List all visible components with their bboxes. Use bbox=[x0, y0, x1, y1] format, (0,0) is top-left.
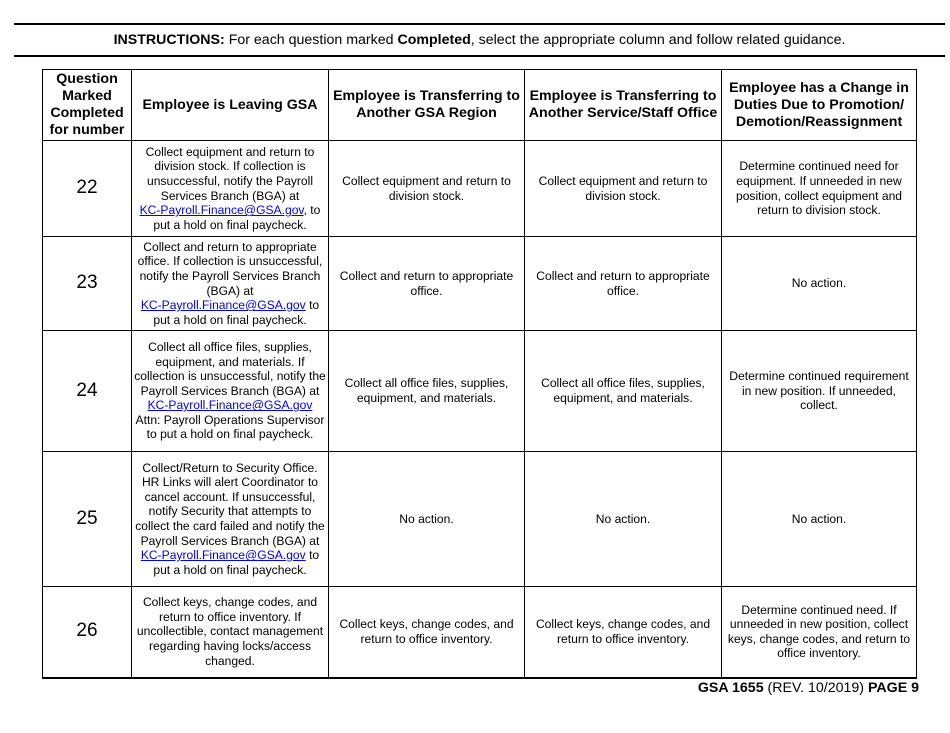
table-row bbox=[43, 331, 917, 452]
leaving-text: Collect/Return to Security Office. HR Links will alert Coordinator to cancel account. If unsuccessful, notify Security that attempts to collect the card failed and notify the Payroll Services Branch (BGA) at bbox=[135, 460, 325, 548]
payroll-email-link[interactable]: KC-Payroll.Finance@GSA.gov bbox=[140, 548, 306, 563]
leaving-text: Collect equipment and return to division stock. If collection is unsuccessful, notify the Payroll Services Branch (BGA) at bbox=[145, 144, 315, 203]
page-number: PAGE 9 bbox=[868, 680, 919, 696]
office-cell: Collect keys, change codes, and return to office inventory. bbox=[525, 587, 722, 678]
question-number: 24 bbox=[43, 331, 132, 452]
leaving-cell bbox=[132, 331, 329, 452]
region-cell: Collect keys, change codes, and return to office inventory. bbox=[329, 587, 525, 678]
leaving-text-post: Attn: Payroll Operations Supervisor to put a hold on final paycheck. bbox=[135, 412, 325, 442]
instructions-text-pre: For each question marked bbox=[228, 32, 394, 48]
payroll-email-link[interactable]: KC-Payroll.Finance@GSA.gov bbox=[139, 203, 304, 218]
form-number: GSA 1655 bbox=[697, 680, 764, 696]
instructions-label: INSTRUCTIONS: bbox=[113, 32, 225, 48]
leaving-text-post: , to put a hold on final paycheck. bbox=[153, 203, 321, 232]
leaving-text-post: to put a hold on final paycheck. bbox=[153, 548, 320, 577]
payroll-email-link[interactable]: KC-Payroll.Finance@GSA.gov bbox=[140, 298, 306, 313]
leaving-text: Collect all office files, supplies, equipment, and materials. If collection is unsuccessful, notify the Payroll Services Branch (BGA) at bbox=[134, 339, 326, 398]
leaving-text-post: to put a hold on final paycheck. bbox=[153, 298, 320, 327]
question-number: 23 bbox=[43, 237, 132, 331]
leaving-cell bbox=[132, 141, 329, 237]
region-cell: No action. bbox=[329, 452, 525, 587]
table-row bbox=[43, 237, 917, 331]
header-change-duties: Employee has a Change in Duties Due to Promotion/ Demotion/Reassignment bbox=[722, 70, 917, 141]
question-number: 26 bbox=[43, 587, 132, 678]
header-transfer-region: Employee is Transferring to Another GSA Region bbox=[329, 70, 525, 141]
duties-cell: Determine continued need. If unneeded in new position, collect keys, change codes, and return to office inventory. bbox=[722, 587, 917, 678]
table-header-row bbox=[43, 70, 917, 141]
office-cell: No action. bbox=[525, 452, 722, 587]
leaving-cell bbox=[132, 237, 329, 331]
office-cell: Collect equipment and return to division stock. bbox=[525, 141, 722, 237]
region-cell: Collect all office files, supplies, equipment, and materials. bbox=[329, 331, 525, 452]
payroll-email-link[interactable]: KC-Payroll.Finance@GSA.gov bbox=[147, 398, 313, 413]
region-cell: Collect equipment and return to division stock. bbox=[329, 141, 525, 237]
office-cell: Collect all office files, supplies, equipment, and materials. bbox=[525, 331, 722, 452]
header-transfer-office: Employee is Transferring to Another Service/Staff Office bbox=[525, 70, 722, 141]
instructions-bold-word: Completed bbox=[397, 32, 471, 48]
office-cell: Collect and return to appropriate office. bbox=[525, 237, 722, 331]
form-footer bbox=[698, 680, 919, 696]
table-row bbox=[43, 452, 917, 587]
instructions-bar bbox=[14, 23, 945, 57]
duties-cell: No action. bbox=[722, 452, 917, 587]
question-number: 25 bbox=[43, 452, 132, 587]
leaving-cell bbox=[132, 452, 329, 587]
header-leaving-gsa: Employee is Leaving GSA bbox=[132, 70, 329, 141]
table-row bbox=[43, 141, 917, 237]
leaving-cell: Collect keys, change codes, and return to office inventory. If uncollectible, contact management regarding having locks/access changed. bbox=[132, 587, 329, 678]
duties-cell: Determine continued requirement in new position. If unneeded, collect. bbox=[722, 331, 917, 452]
duties-cell: No action. bbox=[722, 237, 917, 331]
region-cell: Collect and return to appropriate office. bbox=[329, 237, 525, 331]
form-revision: (REV. 10/2019) bbox=[767, 680, 865, 696]
instructions-text-post: , select the appropriate column and follow related guidance. bbox=[470, 32, 846, 48]
guidance-table bbox=[42, 69, 917, 679]
duties-cell: Determine continued need for equipment. If unneeded in new position, collect equipment and return to division stock. bbox=[722, 141, 917, 237]
table-row bbox=[43, 587, 917, 678]
leaving-text: Collect and return to appropriate office. If collection is unsuccessful, notify the Payroll Services Branch (BGA) at bbox=[137, 239, 323, 298]
header-question-number: Question Marked Completed for number bbox=[43, 70, 132, 141]
question-number: 22 bbox=[43, 141, 132, 237]
